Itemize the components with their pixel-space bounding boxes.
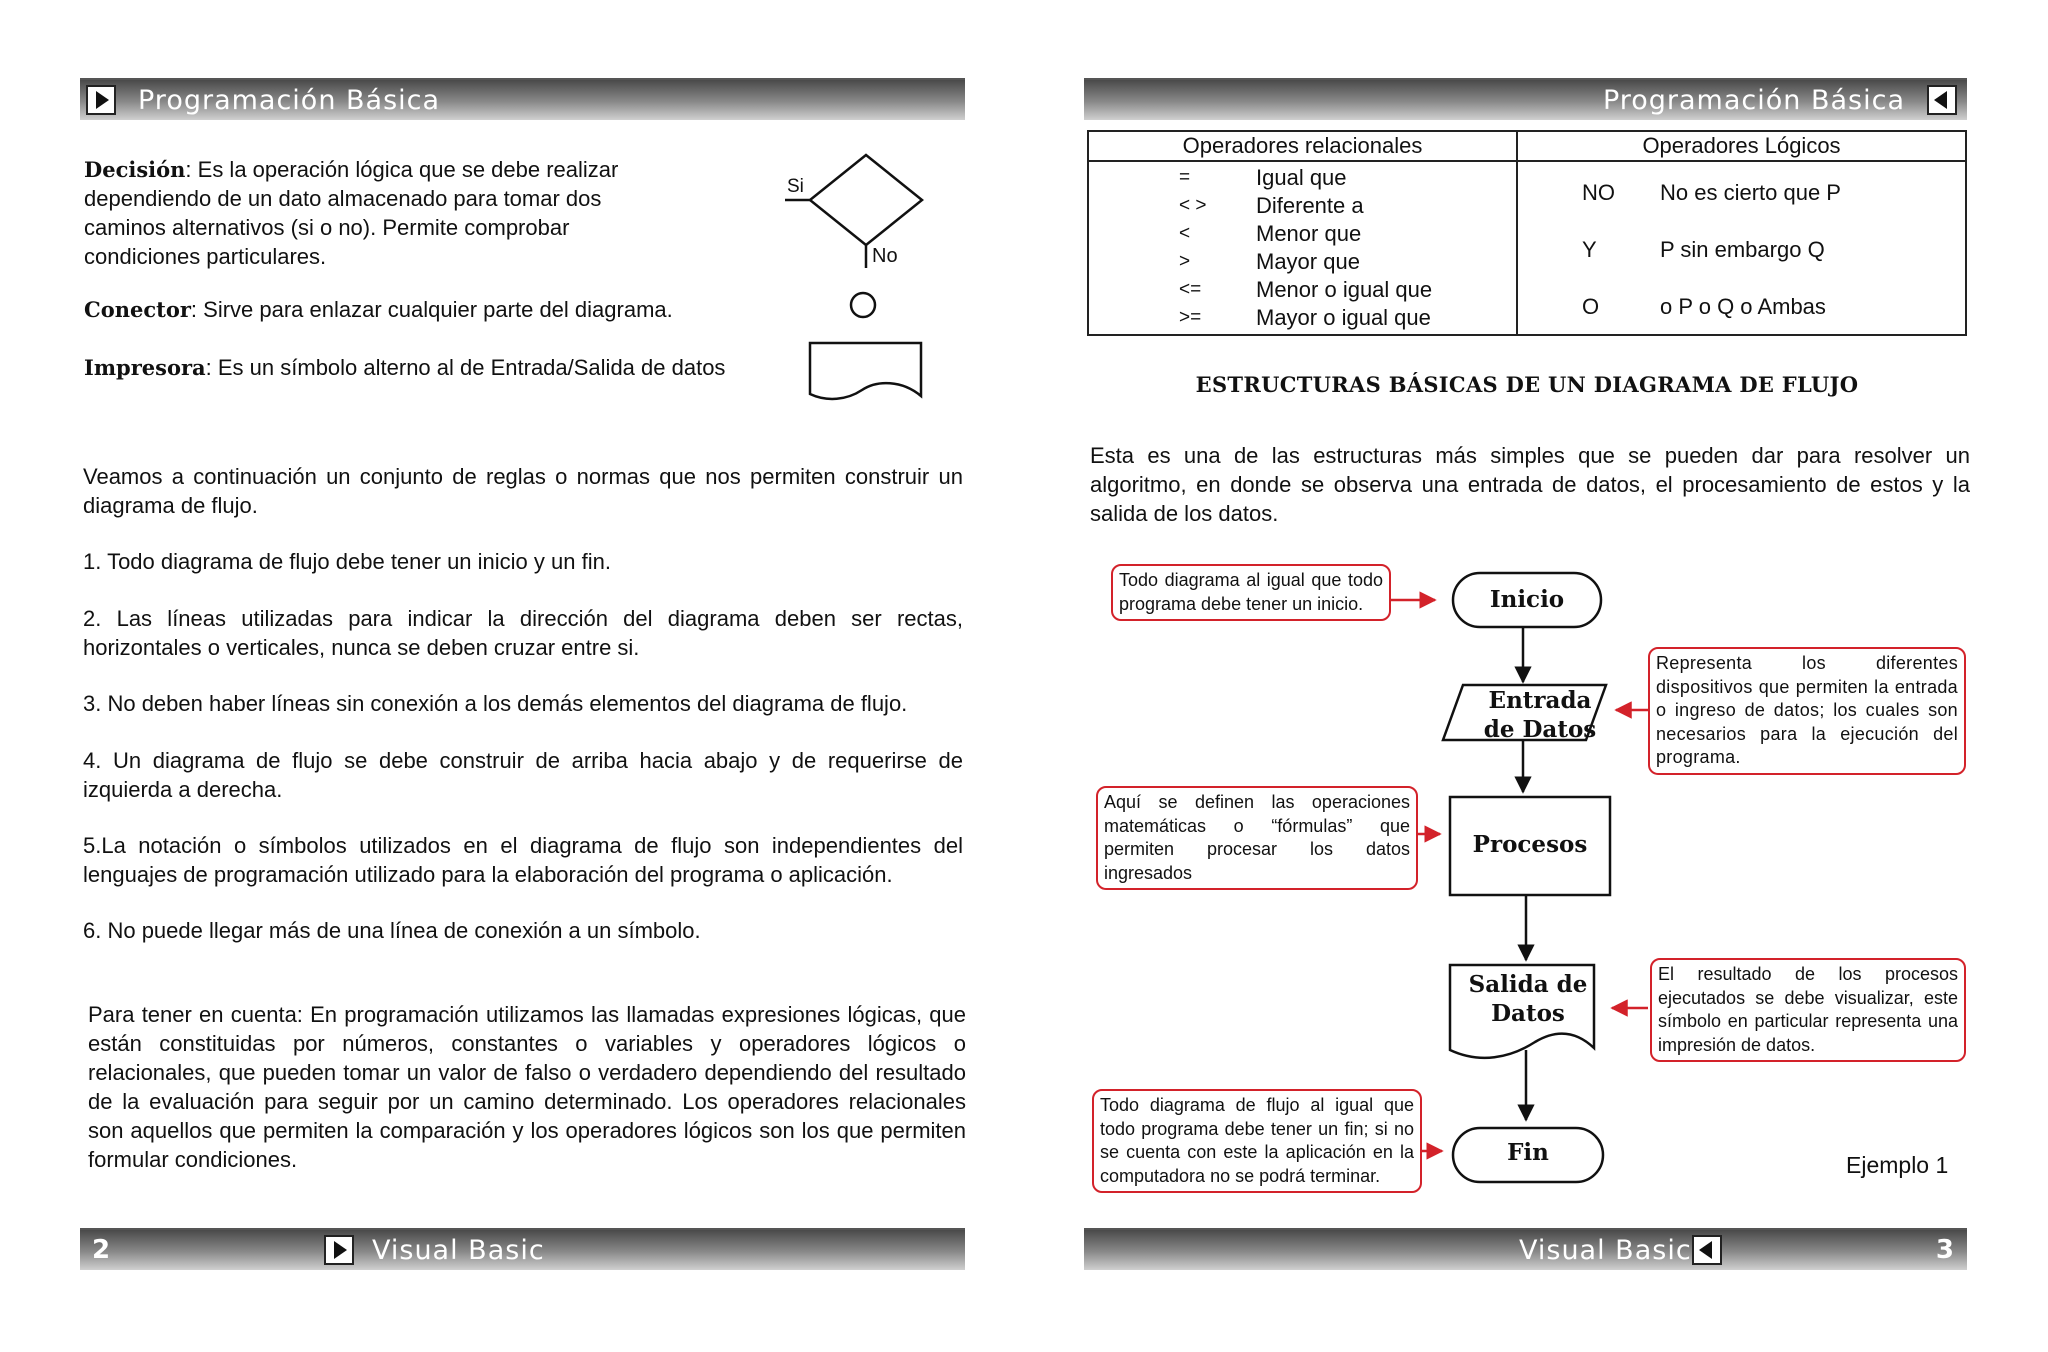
connector-text: : Sirve para enlazar cualquier parte del diagrama. bbox=[190, 297, 673, 322]
left-header-bar bbox=[80, 78, 965, 120]
fin-label: Fin bbox=[1507, 1139, 1549, 1166]
entrada-callout: Representa los diferentes dispositivos que permiten la entrada o ingreso de datos; los cuales son necesarios para la ejecución del programa. bbox=[1648, 647, 1966, 775]
play-right-icon bbox=[86, 85, 116, 115]
rule-4: 4. Un diagrama de flujo se debe construir de arriba hacia abajo y de requerirse de izquierda a derecha. bbox=[83, 748, 963, 802]
inicio-callout: Todo diagrama al igual que todo programa debe tener un inicio. bbox=[1111, 564, 1391, 621]
procesos-callout: Aquí se definen las operaciones matemáticas o “fórmulas” que permiten procesar los datos ingresados bbox=[1096, 786, 1418, 890]
rule-5: 5.La notación o símbolos utilizados en el diagrama de flujo son independientes del lenguajes de programación utilizado para la elaboración del programa o aplicación. bbox=[83, 833, 963, 887]
relational-list bbox=[1089, 164, 1516, 332]
play-left-icon bbox=[1927, 85, 1957, 115]
left-header-title: Programación Básica bbox=[138, 84, 441, 116]
relational-desc: Igual que bbox=[1256, 165, 1347, 190]
right-page-number: 3 bbox=[1935, 1235, 1955, 1265]
logical-op: NO bbox=[1582, 180, 1615, 205]
relational-desc: Menor o igual que bbox=[1256, 277, 1433, 302]
procesos-label: Procesos bbox=[1472, 831, 1588, 858]
relational-row bbox=[1089, 248, 1516, 276]
logical-op: O bbox=[1582, 294, 1600, 319]
logical-title: Operadores Lógicos bbox=[1517, 131, 1966, 161]
relational-op: >= bbox=[1179, 307, 1202, 328]
printer-document-icon bbox=[807, 340, 925, 402]
logical-desc: o P o Q o Ambas bbox=[1660, 294, 1826, 319]
logical-row bbox=[1518, 237, 1965, 294]
decision-no-label: No bbox=[872, 245, 898, 267]
fin-callout: Todo diagrama de flujo al igual que todo programa debe tener un fin; si no se cuenta con este la aplicación en la computadora no se podrá terminar. bbox=[1092, 1089, 1422, 1193]
relational-desc: Mayor o igual que bbox=[1256, 305, 1431, 330]
rule-1: 1. Todo diagrama de flujo debe tener un inicio y un fin. bbox=[83, 549, 611, 574]
logical-desc: No es cierto que P bbox=[1660, 180, 1841, 205]
right-header-title: Programación Básica bbox=[1602, 84, 1905, 116]
section-title: ESTRUCTURAS BÁSICAS DE UN DIAGRAMA DE FLUJO bbox=[1195, 372, 1859, 397]
printer-term: Impresora bbox=[84, 355, 206, 380]
salida-label: Salida de Datos bbox=[1468, 971, 1588, 1027]
play-left-icon bbox=[1692, 1235, 1722, 1265]
logical-row bbox=[1518, 294, 1965, 334]
relational-desc: Diferente a bbox=[1256, 193, 1364, 218]
section-intro: Esta es una de las estructuras más simples que se pueden dar para resolver un algoritmo, en donde se observa una entrada de datos, el procesamiento de estos y la salida de los datos. bbox=[1090, 443, 1970, 526]
relational-row bbox=[1089, 304, 1516, 332]
relational-row bbox=[1089, 164, 1516, 192]
logical-cell bbox=[1517, 161, 1966, 335]
rule-6: 6. No puede llegar más de una línea de conexión a un símbolo. bbox=[83, 918, 701, 943]
relational-row bbox=[1089, 192, 1516, 220]
play-right-icon bbox=[324, 1235, 354, 1265]
right-header-bar bbox=[1084, 78, 1967, 120]
relational-row bbox=[1089, 276, 1516, 304]
connector-circle-icon bbox=[848, 290, 878, 320]
decision-text: : Es la operación lógica que se debe realizar dependiendo de un dato almacenado para tomar dos caminos alternativos (si o no). Permite comprobar condiciones particulares. bbox=[84, 157, 619, 269]
relational-desc: Menor que bbox=[1256, 221, 1362, 246]
rule-2: 2. Las líneas utilizadas para indicar la dirección del diagrama deben ser rectas, horizontales o verticales, nunca se deben cruzar entre si. bbox=[83, 606, 963, 660]
logical-expressions-note: Para tener en cuenta: En programación utilizamos las llamadas expresiones lógicas, que están constituidas por números, constantes o variables y operadores lógicos o relacionales, que pueden tomar un valor de falso o verdadero dependiendo del resultado de la evaluación para seguir por un camino determinado. Los operadores relacionales son aquellos que permiten la comparación y los operadores lógicos son los que permiten formular condiciones. bbox=[88, 1002, 966, 1172]
relational-op: < > bbox=[1179, 195, 1207, 216]
left-footer-bar bbox=[80, 1228, 965, 1270]
right-footer-title: Visual Basic bbox=[1519, 1234, 1692, 1266]
relational-op: <= bbox=[1179, 279, 1202, 300]
relational-op: > bbox=[1179, 251, 1191, 272]
printer-definition bbox=[84, 353, 804, 382]
operators-table bbox=[1087, 130, 1967, 336]
right-footer-bar bbox=[1084, 1228, 1967, 1270]
relational-desc: Mayor que bbox=[1256, 249, 1360, 274]
decision-diamond-icon bbox=[770, 150, 930, 270]
left-page-number: 2 bbox=[92, 1235, 112, 1265]
connector-definition bbox=[84, 295, 784, 324]
printer-text: : Es un símbolo alterno al de Entrada/Salida de datos bbox=[205, 355, 726, 380]
rules-intro: Veamos a continuación un conjunto de reglas o normas que nos permiten construir un diagrama de flujo. bbox=[83, 464, 963, 518]
salida-callout: El resultado de los procesos ejecutados se debe visualizar, este símbolo en particular representa una impresión de datos. bbox=[1650, 958, 1966, 1062]
logical-op: Y bbox=[1582, 237, 1597, 262]
decision-si-label: Si bbox=[787, 176, 804, 197]
relational-cell bbox=[1088, 161, 1517, 335]
relational-op: < bbox=[1179, 223, 1191, 244]
relational-title: Operadores relacionales bbox=[1088, 131, 1517, 161]
decision-term: Decisión bbox=[84, 157, 186, 182]
decision-definition bbox=[84, 155, 654, 271]
example-label: Ejemplo 1 bbox=[1846, 1152, 1949, 1178]
rule-3: 3. No deben haber líneas sin conexión a los demás elementos del diagrama de flujo. bbox=[83, 691, 908, 716]
relational-op: = bbox=[1179, 167, 1191, 188]
entrada-label: Entrada de Datos bbox=[1483, 687, 1597, 743]
logical-row bbox=[1518, 180, 1965, 237]
relational-row bbox=[1089, 220, 1516, 248]
logical-desc: P sin embargo Q bbox=[1660, 237, 1825, 262]
left-footer-title: Visual Basic bbox=[372, 1234, 545, 1266]
connector-term: Conector bbox=[84, 297, 191, 322]
inicio-label: Inicio bbox=[1489, 586, 1565, 613]
